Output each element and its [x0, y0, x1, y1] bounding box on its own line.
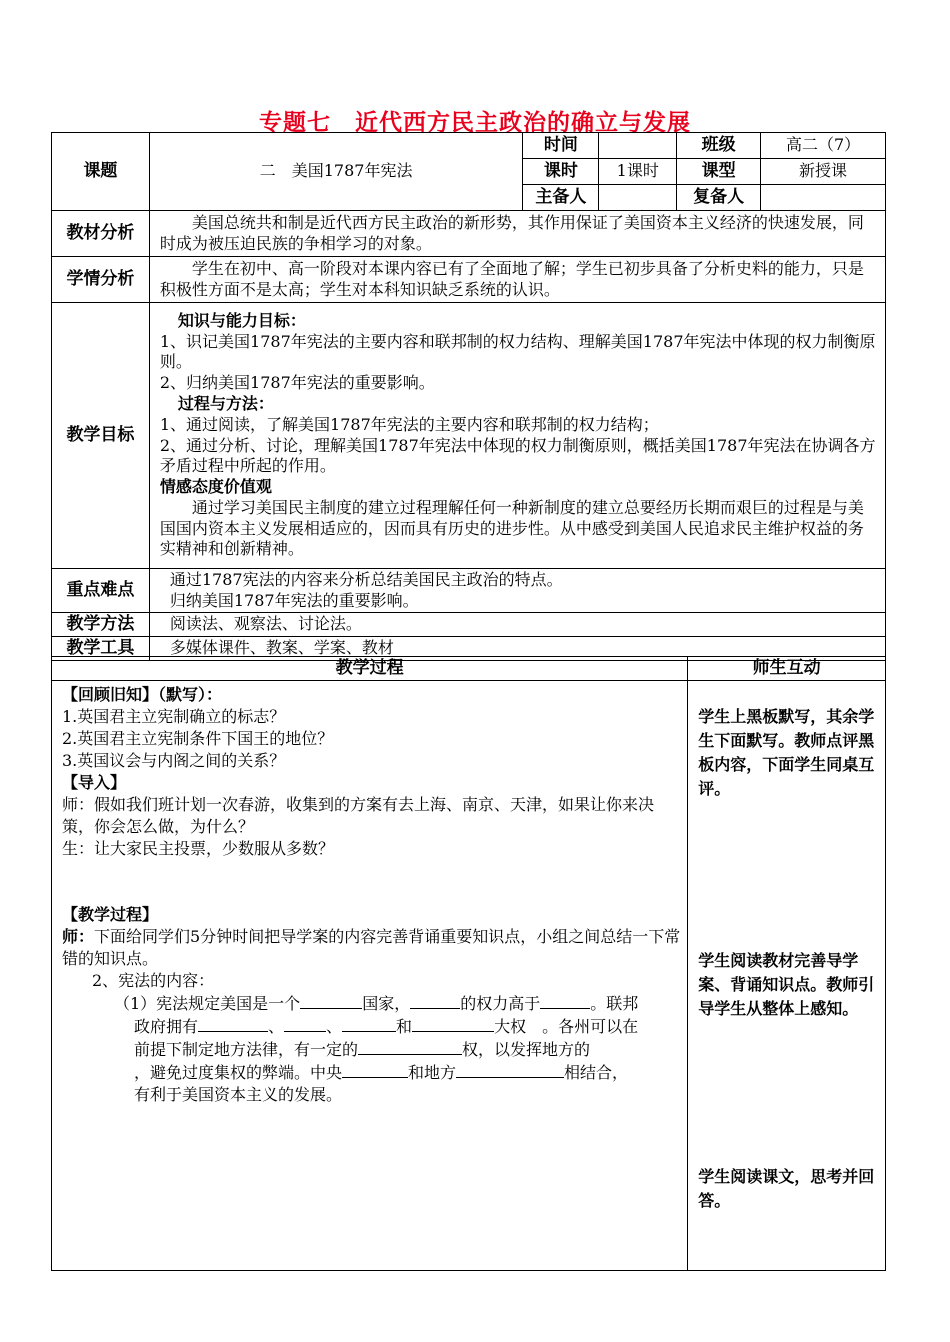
goal-process-title: 过程与方法： — [177, 393, 274, 413]
material-label: 教材分析 — [52, 211, 150, 257]
process-content — [52, 681, 688, 1271]
blank-2[interactable] — [410, 992, 460, 1009]
co-prep-label: 复备人 — [677, 185, 761, 211]
blank-3[interactable] — [540, 992, 590, 1009]
class-value: 高二（7） — [761, 133, 886, 159]
type-label: 课型 — [677, 159, 761, 185]
intro-teacher: 师：假如我们班计划一次春游，收集到的方案有去上海、南京、天津，如果让你来决策，你会怎么做，为什么？ — [62, 795, 655, 836]
tools-text: 多媒体课件、教案、学案、教材 — [149, 637, 885, 661]
interaction-2: 学生阅读教材完善导学案、背诵知识点。教师引导学生从整体上感知。 — [698, 951, 875, 1018]
process-title: 【教学过程】 — [62, 905, 159, 924]
topic-value: 二 美国1787年宪法 — [149, 133, 523, 211]
time-label: 时间 — [523, 133, 599, 159]
blank-4[interactable] — [198, 1015, 268, 1032]
goals-content — [149, 303, 885, 569]
type-value: 新授课 — [761, 159, 886, 185]
goal-knowledge-1: 1、识记美国1787年宪法的主要内容和联邦制的权力结构、理解美国1787年宪法中体现的权力制衡原则。 — [159, 331, 876, 372]
key-points-label: 重点难点 — [52, 569, 150, 613]
constitution-item: 2、宪法的内容： — [92, 971, 215, 990]
review-question-3: 3.英国议会与内阁之间的关系？ — [62, 751, 286, 770]
intro-student: 生：让大家民主投票，少数服从多数？ — [62, 839, 335, 858]
main-prep-label: 主备人 — [523, 185, 599, 211]
fill-line-4: ，避免过度集权的弊端。中央 和地方 相结合， — [134, 1063, 629, 1082]
blank-5[interactable] — [284, 1015, 326, 1032]
key-points-content — [149, 569, 885, 613]
review-title: 【回顾旧知】（默写）： — [62, 685, 223, 704]
fill-line-5: 有利于美国资本主义的发展。 — [134, 1085, 343, 1104]
interaction-content — [688, 681, 886, 1271]
method-text: 阅读法、观察法、讨论法。 — [149, 613, 885, 637]
process-header: 教学过程 — [52, 657, 688, 681]
goal-knowledge-title: 知识与能力目标： — [177, 310, 306, 330]
intro-title: 【导入】 — [62, 773, 127, 792]
time-value — [599, 133, 677, 159]
key-point-1: 通过1787宪法的内容来分析总结美国民主政治的特点。 — [169, 569, 563, 589]
method-label: 教学方法 — [52, 613, 150, 637]
teacher-instruction — [62, 926, 681, 970]
hours-value: 1课时 — [599, 159, 677, 185]
student-analysis-label: 学情分析 — [52, 257, 150, 303]
teacher-label: 师： — [62, 927, 95, 946]
goals-label: 教学目标 — [52, 303, 150, 569]
hours-label: 课时 — [523, 159, 599, 185]
fill-line-3: 前提下制定地方法律，有一定的 权，以发挥地方的 — [134, 1040, 591, 1059]
key-point-2: 归纳美国1787年宪法的重要影响。 — [169, 590, 419, 610]
blank-7[interactable] — [412, 1015, 494, 1032]
blank-1[interactable] — [300, 992, 362, 1009]
goal-process-1: 1、通过阅读，了解美国1787年宪法的主要内容和联邦制的权力结构； — [159, 414, 659, 434]
process-table — [51, 656, 886, 1271]
goal-knowledge-2: 2、归纳美国1787年宪法的重要影响。 — [159, 373, 435, 393]
blank-8[interactable] — [358, 1038, 462, 1055]
fill-line-1: （1）宪法规定美国是一个 国家， 的权力高于 。联邦 — [114, 994, 639, 1013]
main-prep-value — [599, 185, 677, 211]
blank-10[interactable] — [456, 1061, 564, 1078]
material-text: 美国总统共和制是近代西方民主政治的新形势，其作用保证了美国资本主义经济的快速发展，同时成为被压迫民族的争相学习的对象。 — [149, 211, 885, 257]
goal-emotion-text: 通过学习美国民主制度的建立过程理解任何一种新制度的建立总要经历长期而艰巨的过程是与美国国内资本主义发展相适应的，因而具有历史的进步性。从中感受到美国人民追求民主维护权益的务实精神和创新精神。 — [159, 497, 864, 559]
goal-emotion-title: 情感态度价值观 — [159, 477, 272, 497]
blank-6[interactable] — [342, 1015, 396, 1032]
interaction-3: 学生阅读课文，思考并回答。 — [698, 1167, 875, 1210]
blank-9[interactable] — [342, 1061, 408, 1078]
teacher-instruction-text: 下面给同学们5分钟时间把导学案的内容完善背诵重要知识点，小组之间总结一下常错的知识点。 — [62, 927, 681, 968]
review-question-2: 2.英国君主立宪制条件下国王的地位？ — [62, 729, 334, 748]
fill-line-2: 政府拥有 、 、 和 大权 。各州可以在 — [134, 1017, 639, 1036]
page-title: 专题七 近代西方民主政治的确立与发展 — [259, 110, 691, 136]
review-question-1: 1.英国君主立宪制确立的标志？ — [62, 707, 286, 726]
tools-label: 教学工具 — [52, 637, 150, 661]
goal-process-2: 2、通过分析、讨论，理解美国1787年宪法中体现的权力制衡原则，概括美国1787年宪法在协调各方矛盾过程中所起的作用。 — [159, 435, 876, 476]
interaction-1: 学生上黑板默写，其余学生下面默写。教师点评黑板内容，下面学生同桌互评。 — [698, 707, 875, 798]
interaction-header: 师生互动 — [688, 657, 886, 681]
co-prep-value — [761, 185, 886, 211]
student-analysis-text: 学生在初中、高一阶段对本课内容已有了全面地了解；学生已初步具备了分析史料的能力，只是积极性方面不是太高；学生对本科知识缺乏系统的认识。 — [149, 257, 885, 303]
lesson-info-table — [51, 132, 886, 661]
topic-label: 课题 — [52, 133, 150, 211]
class-label: 班级 — [677, 133, 761, 159]
